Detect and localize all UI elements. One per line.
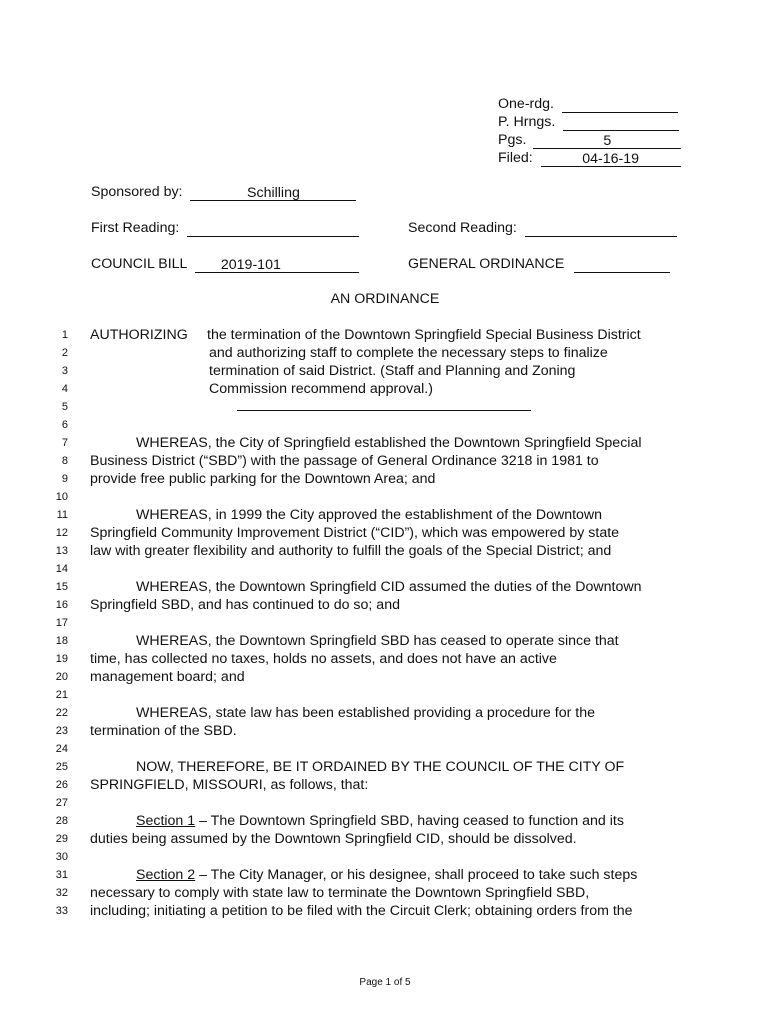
- p-hrngs-label: P. Hrngs.: [498, 114, 556, 130]
- second-reading-label: Second Reading:: [408, 220, 517, 236]
- line-number: 28: [55, 815, 68, 827]
- first-reading-row: [91, 219, 359, 237]
- ordained-paragraph-line: NOW, THEREFORE, BE IT ORDAINED BY THE COUNCIL OF THE CITY OF: [136, 759, 625, 775]
- whereas-paragraph-4-line: WHEREAS, the Downtown Springfield SBD has ceased to operate since that: [136, 633, 619, 649]
- line-number: 23: [55, 725, 68, 737]
- line-number: 33: [55, 905, 68, 917]
- authorizing-line: Commission recommend approval.): [209, 381, 433, 397]
- section-1-heading: Section 1: [136, 813, 196, 829]
- line-number: 7: [61, 437, 68, 449]
- authorizing-line: the termination of the Downtown Springfield Special Business District: [207, 327, 641, 343]
- whereas-paragraph-5-line: WHEREAS, state law has been established providing a procedure for the: [136, 705, 595, 721]
- filed-row: [498, 149, 681, 167]
- first-reading-value: [187, 220, 359, 237]
- line-number: 26: [55, 779, 68, 791]
- section-2-line: necessary to comply with state law to terminate the Downtown Springfield SBD,: [90, 885, 590, 901]
- filed-label: Filed:: [498, 150, 533, 166]
- general-ordinance-value: [574, 256, 670, 273]
- line-number: 10: [55, 491, 68, 503]
- line-number: 30: [55, 851, 68, 863]
- general-ordinance-row: [408, 255, 670, 273]
- line-number: 11: [56, 509, 68, 521]
- line-number: 4: [61, 383, 68, 395]
- whereas-paragraph-1-line: provide free public parking for the Downtown Area; and: [90, 471, 436, 487]
- line-number: 19: [55, 653, 68, 665]
- line-number: 21: [55, 689, 68, 701]
- whereas-paragraph-1-line: Business District (“SBD”) with the passage of General Ordinance 3218 in 1981 to: [90, 453, 599, 469]
- line-number: 3: [61, 365, 68, 377]
- line-number: 25: [55, 761, 68, 773]
- page-footer: Page 1 of 5: [359, 977, 411, 988]
- ordinance-title: AN ORDINANCE: [330, 291, 440, 307]
- authorizing-keyword: AUTHORIZING: [90, 327, 188, 343]
- sponsored-row: [91, 183, 356, 201]
- one-rdg-label: One-rdg.: [498, 96, 554, 112]
- line-number: 8: [61, 455, 68, 467]
- section-1-line: duties being assumed by the Downtown Springfield CID, should be dissolved.: [90, 831, 577, 847]
- section-2-line: [136, 866, 637, 884]
- one-rdg-row: [498, 95, 681, 113]
- filing-block: [498, 95, 681, 167]
- whereas-paragraph-1-line: WHEREAS, the City of Springfield established the Downtown Springfield Special: [136, 435, 642, 451]
- council-bill-label: COUNCIL BILL: [91, 256, 187, 272]
- whereas-paragraph-3-line: WHEREAS, the Downtown Springfield CID assumed the duties of the Downtown: [136, 579, 642, 595]
- section-2-line: including; initiating a petition to be filed with the Circuit Clerk; obtaining orders from the: [90, 903, 633, 919]
- line-number: 24: [55, 743, 68, 755]
- line-number: 16: [55, 599, 68, 611]
- one-rdg-value: [562, 96, 678, 113]
- line-number: 1: [61, 329, 68, 341]
- divider-line: [237, 410, 531, 411]
- whereas-paragraph-2-line: WHEREAS, in 1999 the City approved the establishment of the Downtown: [136, 507, 603, 523]
- second-reading-value: [525, 220, 677, 237]
- line-number: 20: [55, 671, 68, 683]
- line-number: 22: [55, 707, 68, 719]
- line-number: 17: [55, 617, 68, 629]
- whereas-paragraph-5-line: termination of the SBD.: [90, 723, 237, 739]
- whereas-paragraph-4-line: management board; and: [90, 669, 245, 685]
- line-number: 15: [55, 581, 68, 593]
- line-number: 6: [61, 419, 68, 431]
- authorizing-line: termination of said District. (Staff and Planning and Zoning: [209, 363, 576, 379]
- pgs-value: 5: [533, 132, 681, 149]
- section-2-text: – The City Manager, or his designee, shall proceed to take such steps: [195, 867, 638, 883]
- line-number: 18: [55, 635, 68, 647]
- line-number: 27: [55, 797, 68, 809]
- line-number: 31: [55, 869, 68, 881]
- whereas-paragraph-3-line: Springfield SBD, and has continued to do so; and: [90, 597, 400, 613]
- pgs-row: [498, 131, 681, 149]
- whereas-paragraph-2-line: law with greater flexibility and authority to fulfill the goals of the Special District; and: [90, 543, 612, 559]
- ordained-paragraph-line: SPRINGFIELD, MISSOURI, as follows, that:: [90, 777, 369, 793]
- general-ordinance-label: GENERAL ORDINANCE: [408, 256, 565, 272]
- sponsored-label: Sponsored by:: [91, 184, 183, 200]
- section-1-text: – The Downtown Springfield SBD, having ceased to function and its: [195, 813, 624, 829]
- whereas-paragraph-4-line: time, has collected no taxes, holds no assets, and does not have an active: [90, 651, 557, 667]
- whereas-paragraph-2-line: Springfield Community Improvement District (“CID”), which was empowered by state: [90, 525, 620, 541]
- filed-value: 04-16-19: [541, 150, 681, 167]
- first-reading-label: First Reading:: [91, 220, 180, 236]
- line-number: 12: [55, 527, 68, 539]
- sponsored-value: Schilling: [190, 184, 356, 201]
- line-number: 9: [61, 473, 68, 485]
- council-bill-value: 2019-101: [195, 256, 359, 273]
- section-1-line: [136, 812, 624, 830]
- line-number: 5: [61, 401, 68, 413]
- line-number: 2: [61, 347, 68, 359]
- pgs-label: Pgs.: [498, 132, 527, 148]
- line-number: 13: [55, 545, 68, 557]
- authorizing-line: and authorizing staff to complete the necessary steps to finalize: [209, 345, 608, 361]
- p-hrngs-value: [563, 114, 679, 131]
- council-bill-row: [91, 255, 359, 273]
- section-2-heading: Section 2: [136, 867, 196, 883]
- line-number: 29: [55, 833, 68, 845]
- p-hrngs-row: [498, 113, 681, 131]
- line-number: 32: [55, 887, 68, 899]
- second-reading-row: [408, 219, 677, 237]
- line-number: 14: [55, 563, 68, 575]
